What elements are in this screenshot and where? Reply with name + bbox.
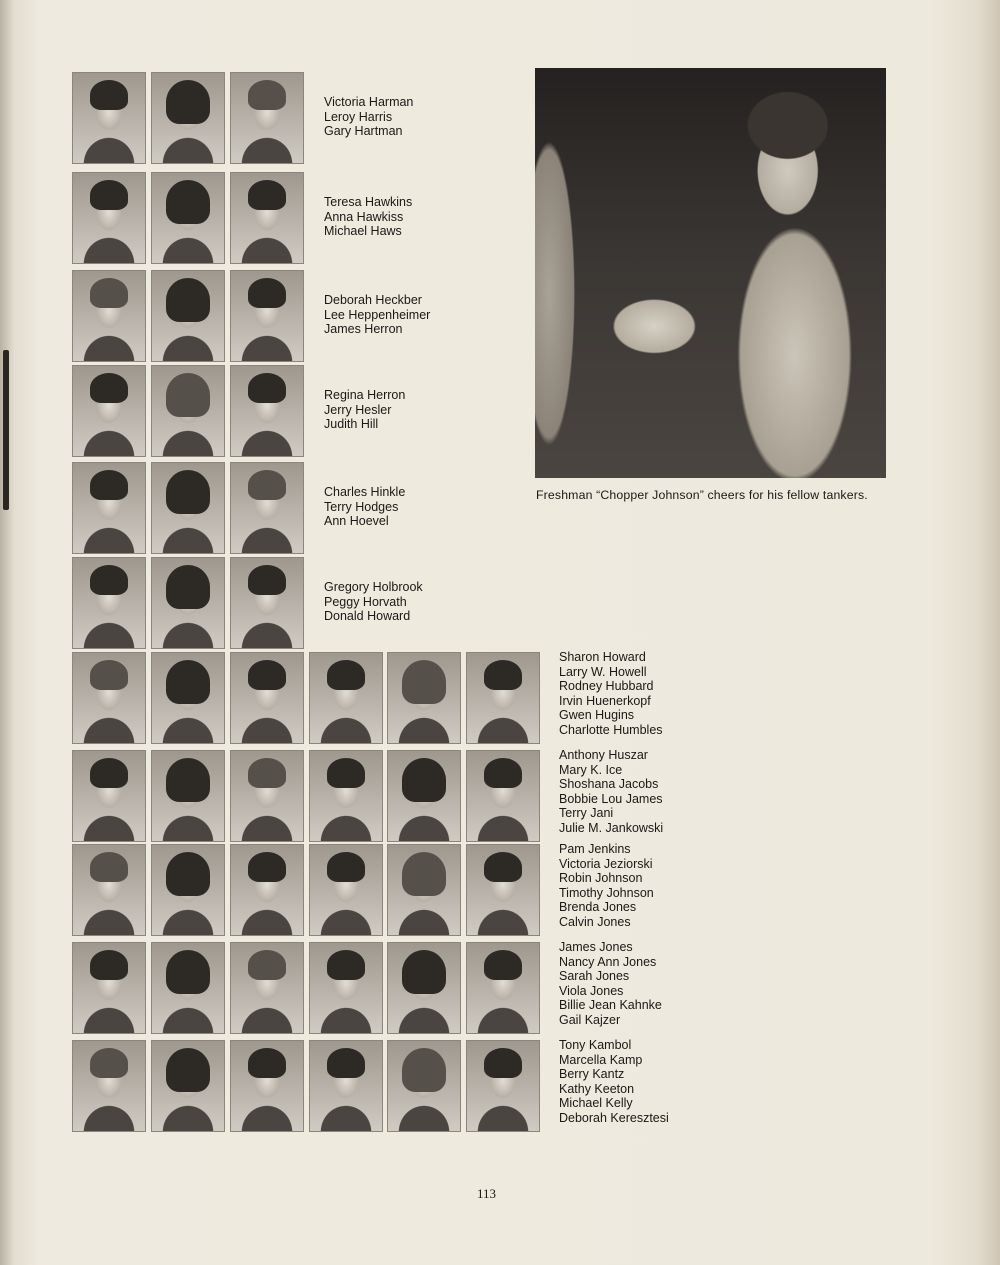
- portrait-photo: [151, 270, 225, 362]
- student-name: Anthony Huszar: [559, 748, 648, 762]
- portrait-hair: [248, 278, 286, 308]
- portrait-photo: [309, 652, 383, 744]
- portrait-hair: [402, 852, 446, 896]
- portrait-hair: [327, 1048, 365, 1078]
- portrait-hair: [166, 180, 210, 224]
- portrait-photo: [72, 844, 146, 936]
- student-name: Sharon Howard: [559, 650, 646, 664]
- student-name: Michael Haws: [324, 224, 402, 239]
- student-name: Gary Hartman: [324, 124, 403, 139]
- portrait-photo: [230, 1040, 304, 1132]
- portrait-hair: [166, 80, 210, 124]
- portrait-photo: [466, 844, 540, 936]
- portrait-hair: [90, 180, 128, 210]
- student-name: Jerry Hesler: [324, 402, 392, 417]
- portrait-photo: [466, 652, 540, 744]
- portrait-hair: [166, 1048, 210, 1092]
- portrait-hair: [90, 758, 128, 788]
- portrait-hair: [484, 1048, 522, 1078]
- portrait-photo: [151, 72, 225, 164]
- name-list: [324, 95, 413, 139]
- student-name: Pam Jenkins: [559, 842, 631, 856]
- student-name: Berry Kantz: [559, 1067, 625, 1082]
- portrait-hair: [90, 1048, 128, 1078]
- portrait-photo: [151, 172, 225, 264]
- name-list: [559, 748, 663, 836]
- portrait-photo: [387, 942, 461, 1034]
- student-name: Nancy Ann Jones: [559, 954, 657, 969]
- portrait-hair: [248, 950, 286, 980]
- portrait-hair: [166, 758, 210, 802]
- name-list: [324, 195, 412, 239]
- portrait-hair: [248, 373, 286, 403]
- portrait-photo: [230, 270, 304, 362]
- portrait-hair: [402, 1048, 446, 1092]
- student-name: Anna Hawkiss: [324, 209, 404, 224]
- portrait-hair: [90, 80, 128, 110]
- portrait-photo: [230, 462, 304, 554]
- student-name: Gwen Hugins: [559, 708, 635, 723]
- student-name: Gail Kajzer: [559, 1012, 621, 1027]
- portrait-photo: [72, 462, 146, 554]
- portrait-photo: [466, 1040, 540, 1132]
- portrait-photo: [72, 652, 146, 744]
- portrait-hair: [166, 660, 210, 704]
- portrait-hair: [166, 278, 210, 322]
- portrait-hair: [484, 660, 522, 690]
- student-name: Judith Hill: [324, 417, 379, 432]
- student-name: Teresa Hawkins: [324, 195, 413, 209]
- portrait-hair: [248, 660, 286, 690]
- portrait-photo: [230, 557, 304, 649]
- portrait-photo: [309, 844, 383, 936]
- portrait-photo: [72, 1040, 146, 1132]
- student-name: Timothy Johnson: [559, 885, 654, 900]
- portrait-photo: [466, 942, 540, 1034]
- name-list: [559, 940, 662, 1028]
- student-name: Bobbie Lou James: [559, 791, 663, 806]
- candid-photo: [535, 68, 886, 478]
- portrait-hair: [248, 470, 286, 500]
- portrait-photo: [151, 462, 225, 554]
- student-name: Regina Herron: [324, 388, 406, 402]
- portrait-hair: [484, 950, 522, 980]
- student-name: Michael Kelly: [559, 1096, 633, 1111]
- student-name: Billie Jean Kahnke: [559, 998, 662, 1013]
- portrait-photo: [387, 844, 461, 936]
- student-name: Lee Heppenheimer: [324, 307, 431, 322]
- student-name: Brenda Jones: [559, 900, 637, 915]
- portrait-hair: [402, 758, 446, 802]
- portrait-photo: [151, 750, 225, 842]
- portrait-hair: [166, 470, 210, 514]
- portrait-photo: [230, 652, 304, 744]
- portrait-photo: [151, 557, 225, 649]
- name-list: [324, 293, 430, 337]
- portrait-hair: [248, 1048, 286, 1078]
- portrait-photo: [151, 942, 225, 1034]
- portrait-photo: [72, 942, 146, 1034]
- name-list: [324, 580, 423, 624]
- portrait-hair: [327, 660, 365, 690]
- student-name: Donald Howard: [324, 609, 411, 624]
- portrait-photo: [230, 844, 304, 936]
- student-name: Calvin Jones: [559, 914, 631, 929]
- portrait-hair: [90, 470, 128, 500]
- student-name: Robin Johnson: [559, 871, 643, 886]
- portrait-hair: [248, 758, 286, 788]
- portrait-hair: [90, 565, 128, 595]
- portrait-photo: [230, 750, 304, 842]
- student-name: Viola Jones: [559, 983, 624, 998]
- portrait-hair: [484, 758, 522, 788]
- portrait-hair: [90, 950, 128, 980]
- student-name: Terry Hodges: [324, 499, 399, 514]
- student-name: Rodney Hubbard: [559, 679, 654, 694]
- photo-caption: Freshman “Chopper Johnson” cheers for his fellow tankers.: [536, 488, 868, 502]
- portrait-photo: [72, 750, 146, 842]
- student-name: Sarah Jones: [559, 969, 630, 984]
- portrait-hair: [248, 180, 286, 210]
- portrait-hair: [327, 852, 365, 882]
- portrait-photo: [309, 750, 383, 842]
- student-name: Deborah Keresztesi: [559, 1110, 669, 1125]
- name-list: [559, 842, 654, 930]
- portrait-photo: [72, 557, 146, 649]
- student-name: Ann Hoevel: [324, 514, 389, 529]
- student-name: Peggy Horvath: [324, 594, 407, 609]
- student-name: Gregory Holbrook: [324, 580, 423, 594]
- portrait-photo: [151, 1040, 225, 1132]
- portrait-photo: [387, 652, 461, 744]
- portrait-photo: [230, 365, 304, 457]
- student-name: Julie M. Jankowski: [559, 820, 664, 835]
- portrait-hair: [166, 852, 210, 896]
- portrait-hair: [90, 852, 128, 882]
- portrait-photo: [72, 365, 146, 457]
- portrait-hair: [402, 660, 446, 704]
- student-name: Marcella Kamp: [559, 1052, 643, 1067]
- portrait-hair: [484, 852, 522, 882]
- student-name: Larry W. Howell: [559, 664, 647, 679]
- portrait-photo: [72, 72, 146, 164]
- portrait-hair: [327, 758, 365, 788]
- name-list: [324, 485, 405, 529]
- portrait-hair: [248, 852, 286, 882]
- student-name: Tony Kambol: [559, 1038, 632, 1052]
- portrait-photo: [151, 365, 225, 457]
- name-list: [324, 388, 405, 432]
- portrait-hair: [327, 950, 365, 980]
- portrait-photo: [230, 942, 304, 1034]
- portrait-photo: [387, 1040, 461, 1132]
- student-name: Irvin Huenerkopf: [559, 693, 651, 708]
- portrait-hair: [90, 660, 128, 690]
- student-name: Kathy Keeton: [559, 1081, 635, 1096]
- student-name: James Herron: [324, 322, 403, 337]
- name-list: [559, 650, 663, 738]
- portrait-hair: [166, 565, 210, 609]
- portrait-photo: [151, 652, 225, 744]
- portrait-hair: [90, 373, 128, 403]
- portrait-photo: [309, 1040, 383, 1132]
- page-number: 113: [477, 1186, 497, 1201]
- portrait-hair: [248, 80, 286, 110]
- student-name: Leroy Harris: [324, 109, 393, 124]
- portrait-photo: [466, 750, 540, 842]
- portrait-photo: [230, 172, 304, 264]
- portrait-photo: [387, 750, 461, 842]
- portrait-hair: [248, 565, 286, 595]
- portrait-hair: [166, 950, 210, 994]
- student-name: Charles Hinkle: [324, 485, 406, 499]
- portrait-photo: [309, 942, 383, 1034]
- student-name: Charlotte Humbles: [559, 722, 663, 737]
- portrait-photo: [72, 172, 146, 264]
- student-name: Terry Jani: [559, 806, 614, 821]
- portrait-photo: [72, 270, 146, 362]
- student-name: Deborah Heckber: [324, 293, 422, 307]
- portrait-hair: [90, 278, 128, 308]
- student-name: Victoria Jeziorski: [559, 856, 653, 871]
- student-name: Mary K. Ice: [559, 762, 623, 777]
- binding-edge: [3, 350, 9, 510]
- student-name: Victoria Harman: [324, 95, 414, 109]
- name-list: [559, 1038, 669, 1126]
- portrait-hair: [166, 373, 210, 417]
- portrait-photo: [230, 72, 304, 164]
- portrait-hair: [402, 950, 446, 994]
- portrait-photo: [151, 844, 225, 936]
- student-name: Shoshana Jacobs: [559, 777, 659, 792]
- student-name: James Jones: [559, 940, 633, 954]
